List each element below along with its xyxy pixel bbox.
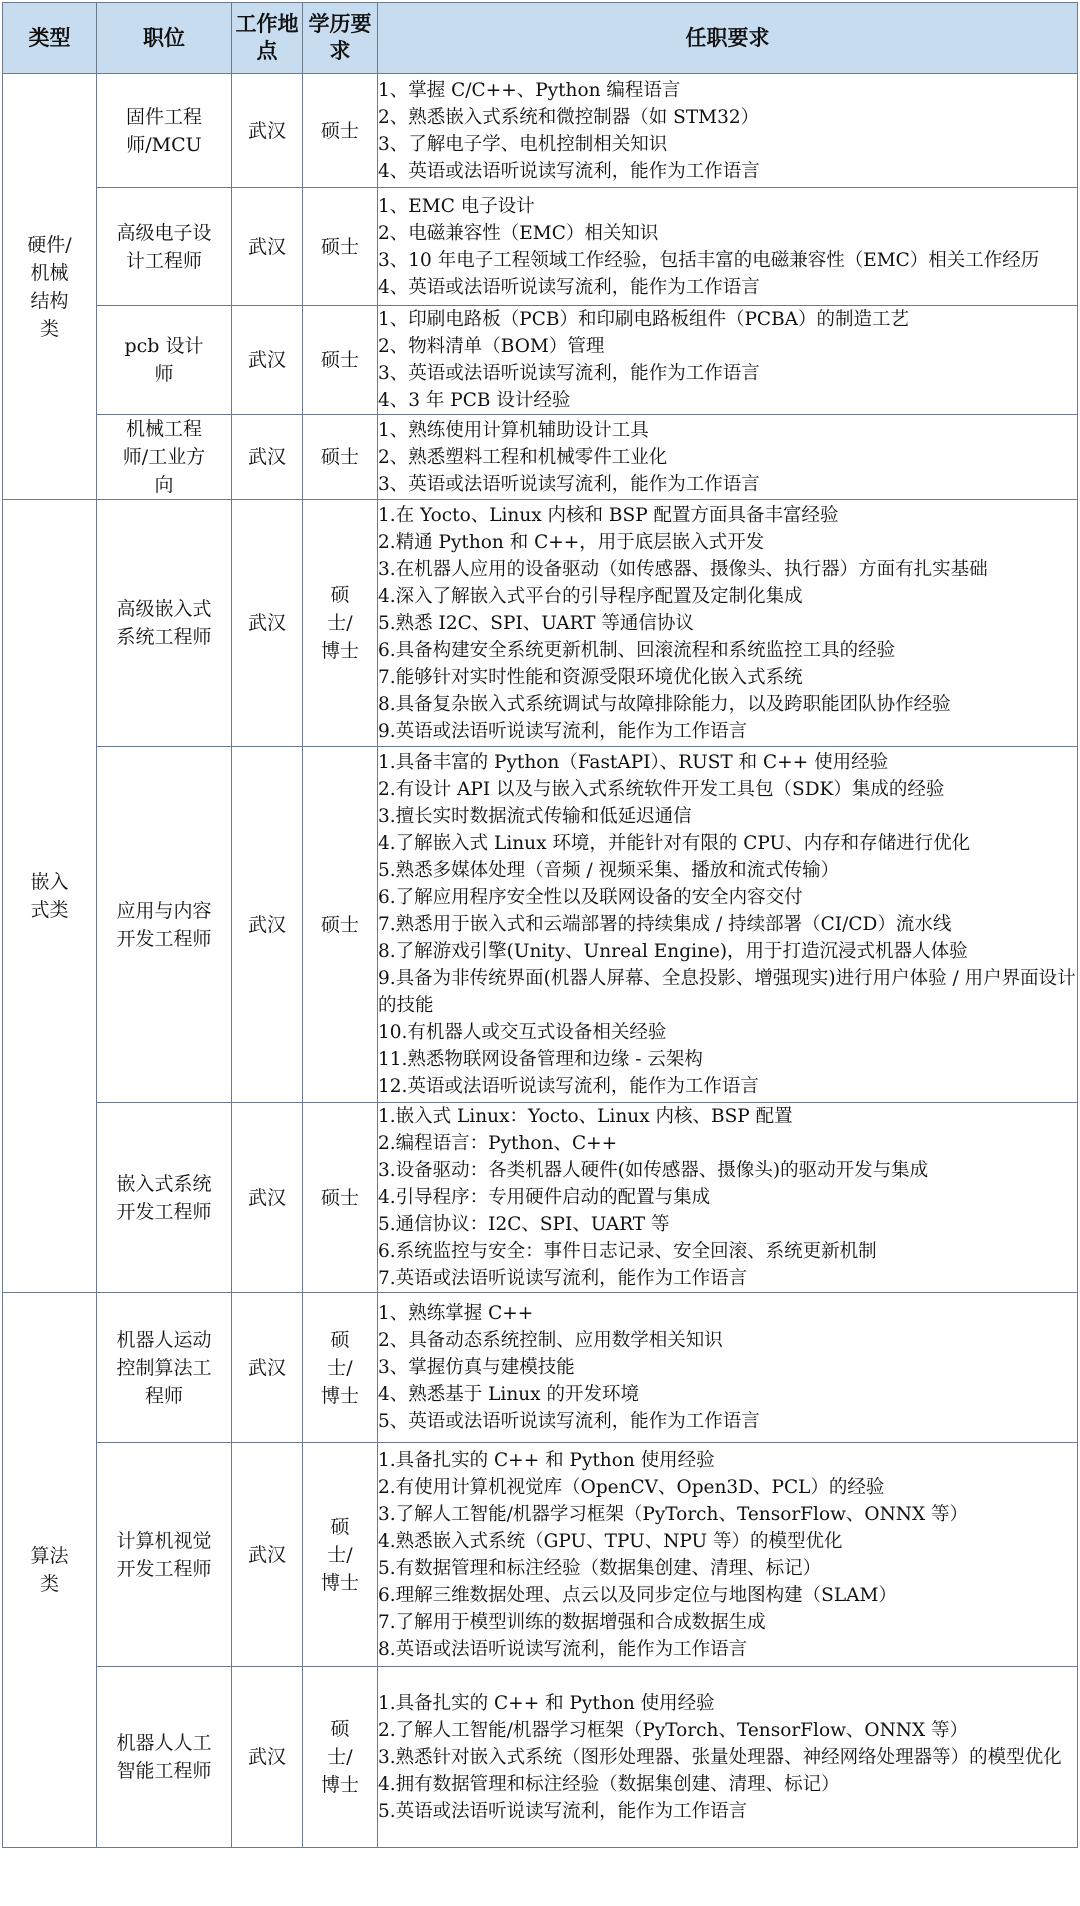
education-cell [303,1293,378,1443]
requirement-item: 12.英语或法语听说读写流利，能作为工作语言 [378,1076,759,1097]
position-title: 嵌入式系统开发工程师 [116,1172,212,1223]
education-cell [303,1103,378,1293]
position-cell [97,188,232,306]
requirement-item: 3、英语或法语听说读写流利，能作为工作语言 [378,363,760,384]
category-label: 硬件/机械结构类 [27,233,72,340]
header-education: 学历要求 [303,3,378,74]
requirement-item: 6.理解三维数据处理、点云以及同步定位与地图构建（SLAM） [378,1584,897,1606]
table-row [3,74,1078,188]
requirement-item: 3、了解电子学、电机控制相关知识 [378,133,668,155]
position-cell [97,1443,232,1667]
table-row [3,188,1078,306]
education-cell [303,188,378,306]
position-cell [97,1293,232,1443]
position-title: 计算机视觉开发工程师 [116,1529,212,1580]
requirements-cell [378,188,1078,306]
education-label: 硕士 [320,1186,359,1209]
requirement-item: 4.拥有数据管理和标注经验（数据集创建、清理、标记） [378,1773,840,1795]
category-label: 嵌入式类 [30,871,69,921]
requirement-item: 9.具备为非传统界面(机器人屏幕、全息投影、增强现实)进行用户体验 / 用户界面设计的技能 [378,968,1076,1016]
location-cell: 武汉 [232,74,303,188]
requirement-item: 4.了解嵌入式 Linux 环境，并能针对有限的 CPU、内存和存储进行优化 [378,833,971,854]
table-row [3,500,1078,747]
requirement-item: 5、英语或法语听说读写流利，能作为工作语言 [378,1411,760,1432]
position-cell [97,415,232,500]
requirement-item: 2.有设计 API 以及与嵌入式系统软件开发工具包（SDK）集成的经验 [378,779,945,800]
requirement-item: 6.具备构建安全系统更新机制、回滚流程和系统监控工具的经验 [378,639,896,661]
requirement-item: 2.编程语言：Python、C++ [378,1133,618,1154]
header-requirements: 任职要求 [378,3,1078,74]
education-cell [303,1667,378,1848]
position-cell [97,500,232,747]
requirements-cell [378,1103,1078,1293]
location-cell: 武汉 [232,188,303,306]
education-label: 硕士 [320,349,359,371]
table-row [3,1443,1078,1667]
education-cell [303,1443,378,1667]
position-title: 高级电子设计工程师 [116,221,212,272]
requirement-item: 2.了解人工智能/机器学习框架（PyTorch、TensorFlow、ONNX 等） [378,1719,969,1741]
requirements-cell [378,74,1078,188]
requirement-item: 2、熟悉嵌入式系统和微控制器（如 STM32） [378,106,760,128]
requirement-item: 3、掌握仿真与建模技能 [378,1357,575,1378]
requirement-item: 8.英语或法语听说读写流利，能作为工作语言 [378,1638,748,1660]
position-title: 机器人运动控制算法工程师 [116,1328,212,1407]
requirement-item: 3.设备驱动：各类机器人硬件(如传感器、摄像头)的驱动开发与集成 [378,1160,929,1181]
location-cell: 武汉 [232,1667,303,1848]
table-row [3,747,1078,1103]
requirement-item: 1.在 Yocto、Linux 内核和 BSP 配置方面具备丰富经验 [378,504,839,526]
position-title: 应用与内容开发工程师 [116,899,212,950]
requirement-item: 4.引导程序：专用硬件启动的配置与集成 [378,1187,711,1208]
education-label: 硕士/博士 [320,584,359,662]
requirements-cell [378,747,1078,1103]
requirements-cell [378,1293,1078,1443]
requirement-item: 4、英语或法语听说读写流利，能作为工作语言 [378,276,760,298]
requirement-item: 11.熟悉物联网设备管理和边缘 - 云架构 [378,1049,703,1070]
location-cell: 武汉 [232,1103,303,1293]
job-requirements-table [2,2,1078,1848]
requirement-item: 3.在机器人应用的设备驱动（如传感器、摄像头、执行器）方面有扎实基础 [378,558,988,580]
requirement-item: 3、英语或法语听说读写流利，能作为工作语言 [378,473,760,495]
table-row [3,1667,1078,1848]
requirement-item: 5.英语或法语听说读写流利，能作为工作语言 [378,1800,748,1822]
requirement-item: 7.了解用于模型训练的数据增强和合成数据生成 [378,1611,766,1633]
table-row [3,1293,1078,1443]
education-label: 硕士/博士 [320,1718,359,1796]
category-cell [3,74,97,500]
location-cell: 武汉 [232,306,303,415]
requirement-item: 7.熟悉用于嵌入式和云端部署的持续集成 / 持续部署（CI/CD）流水线 [378,914,952,935]
requirement-item: 6.了解应用程序安全性以及联网设备的安全内容交付 [378,887,803,908]
requirement-item: 2、物料清单（BOM）管理 [378,336,605,357]
location-cell: 武汉 [232,747,303,1103]
requirement-item: 7.能够针对实时性能和资源受限环境优化嵌入式系统 [378,666,803,688]
requirement-item: 8.了解游戏引擎(Unity、Unreal Engine)，用于打造沉浸式机器人体验 [378,941,968,962]
position-cell [97,1103,232,1293]
requirements-cell [378,1443,1078,1667]
education-cell [303,500,378,747]
location-cell: 武汉 [232,415,303,500]
position-title: 机器人人工智能工程师 [116,1732,212,1782]
position-cell [97,1667,232,1848]
position-title: 机械工程师/工业方向 [122,418,206,496]
requirement-item: 5.有数据管理和标注经验（数据集创建、清理、标记） [378,1557,822,1579]
requirements-cell [378,500,1078,747]
education-label: 硕士 [320,913,359,936]
requirement-item: 1.具备扎实的 C++ 和 Python 使用经验 [378,1692,715,1714]
requirement-item: 2、熟悉塑料工程和机械零件工业化 [378,446,668,468]
requirement-item: 1、印刷电路板（PCB）和印刷电路板组件（PCBA）的制造工艺 [378,309,910,330]
education-label: 硕士/博士 [320,1515,359,1594]
requirement-item: 5.熟悉多媒体处理（音频 / 视频采集、播放和流式传输） [378,860,840,881]
category-cell [3,500,97,1293]
education-cell [303,74,378,188]
education-label: 硕士 [320,446,359,468]
position-cell [97,74,232,188]
requirement-item: 1.具备扎实的 C++ 和 Python 使用经验 [378,1449,715,1471]
position-title: 高级嵌入式系统工程师 [116,598,212,648]
requirement-item: 3.熟悉针对嵌入式系统（图形处理器、张量处理器、神经网络处理器等）的模型优化 [378,1746,1062,1768]
table-row [3,415,1078,500]
requirement-item: 3、10 年电子工程领域工作经验，包括丰富的电磁兼容性（EMC）相关工作经历 [378,249,1040,271]
category-cell [3,1293,97,1848]
requirement-item: 9.英语或法语听说读写流利，能作为工作语言 [378,720,748,742]
requirement-item: 4、3 年 PCB 设计经验 [378,390,571,411]
requirement-item: 1、EMC 电子设计 [378,195,535,217]
table-row [3,306,1078,415]
requirement-item: 2、具备动态系统控制、应用数学相关知识 [378,1330,723,1351]
location-cell: 武汉 [232,1293,303,1443]
header-location: 工作地点 [232,3,303,74]
requirements-cell [378,415,1078,500]
requirement-item: 5.通信协议：I2C、SPI、UART 等 [378,1214,670,1235]
location-cell: 武汉 [232,500,303,747]
requirement-item: 7.英语或法语听说读写流利，能作为工作语言 [378,1268,748,1289]
education-label: 硕士 [320,235,359,258]
requirement-item: 5.熟悉 I2C、SPI、UART 等通信协议 [378,612,694,634]
table-row [3,1103,1078,1293]
position-cell [97,747,232,1103]
position-title: pcb 设计师 [124,335,204,385]
requirements-cell [378,1667,1078,1848]
requirement-item: 1、熟练掌握 C++ [378,1303,534,1324]
requirement-item: 3.了解人工智能/机器学习框架（PyTorch、TensorFlow、ONNX 等） [378,1503,969,1525]
requirement-item: 1、掌握 C/C++、Python 编程语言 [378,79,681,101]
location-cell: 武汉 [232,1443,303,1667]
requirement-item: 1、熟练使用计算机辅助设计工具 [378,419,649,441]
requirement-item: 3.擅长实时数据流式传输和低延迟通信 [378,806,692,827]
position-cell [97,306,232,415]
requirements-cell [378,306,1078,415]
education-label: 硕士/博士 [320,1328,359,1407]
requirement-item: 10.有机器人或交互式设备相关经验 [378,1022,667,1043]
header-category: 类型 [3,3,97,74]
education-label: 硕士 [320,119,359,142]
requirement-item: 2.有使用计算机视觉库（OpenCV、Open3D、PCL）的经验 [378,1476,885,1498]
table-body [3,74,1078,1848]
requirement-item: 4、熟悉基于 Linux 的开发环境 [378,1384,639,1405]
education-cell [303,415,378,500]
category-label: 算法类 [30,1545,69,1595]
requirement-item: 2.精通 Python 和 C++，用于底层嵌入式开发 [378,531,765,553]
requirement-item: 2、电磁兼容性（EMC）相关知识 [378,222,659,244]
requirement-item: 1.嵌入式 Linux：Yocto、Linux 内核、BSP 配置 [378,1106,793,1127]
requirement-item: 4.熟悉嵌入式系统（GPU、TPU、NPU 等）的模型优化 [378,1530,843,1552]
education-cell [303,306,378,415]
requirement-item: 4.深入了解嵌入式平台的引导程序配置及定制化集成 [378,585,803,607]
requirement-item: 6.系统监控与安全：事件日志记录、安全回滚、系统更新机制 [378,1241,877,1262]
position-title: 固件工程师/MCU [125,105,202,156]
requirement-item: 1.具备丰富的 Python（FastAPI）、RUST 和 C++ 使用经验 [378,752,889,773]
education-cell [303,747,378,1103]
requirement-item: 8.具备复杂嵌入式系统调试与故障排除能力，以及跨职能团队协作经验 [378,693,951,715]
requirement-item: 4、英语或法语听说读写流利，能作为工作语言 [378,160,760,182]
table-header-row [3,3,1078,74]
header-position: 职位 [97,3,232,74]
